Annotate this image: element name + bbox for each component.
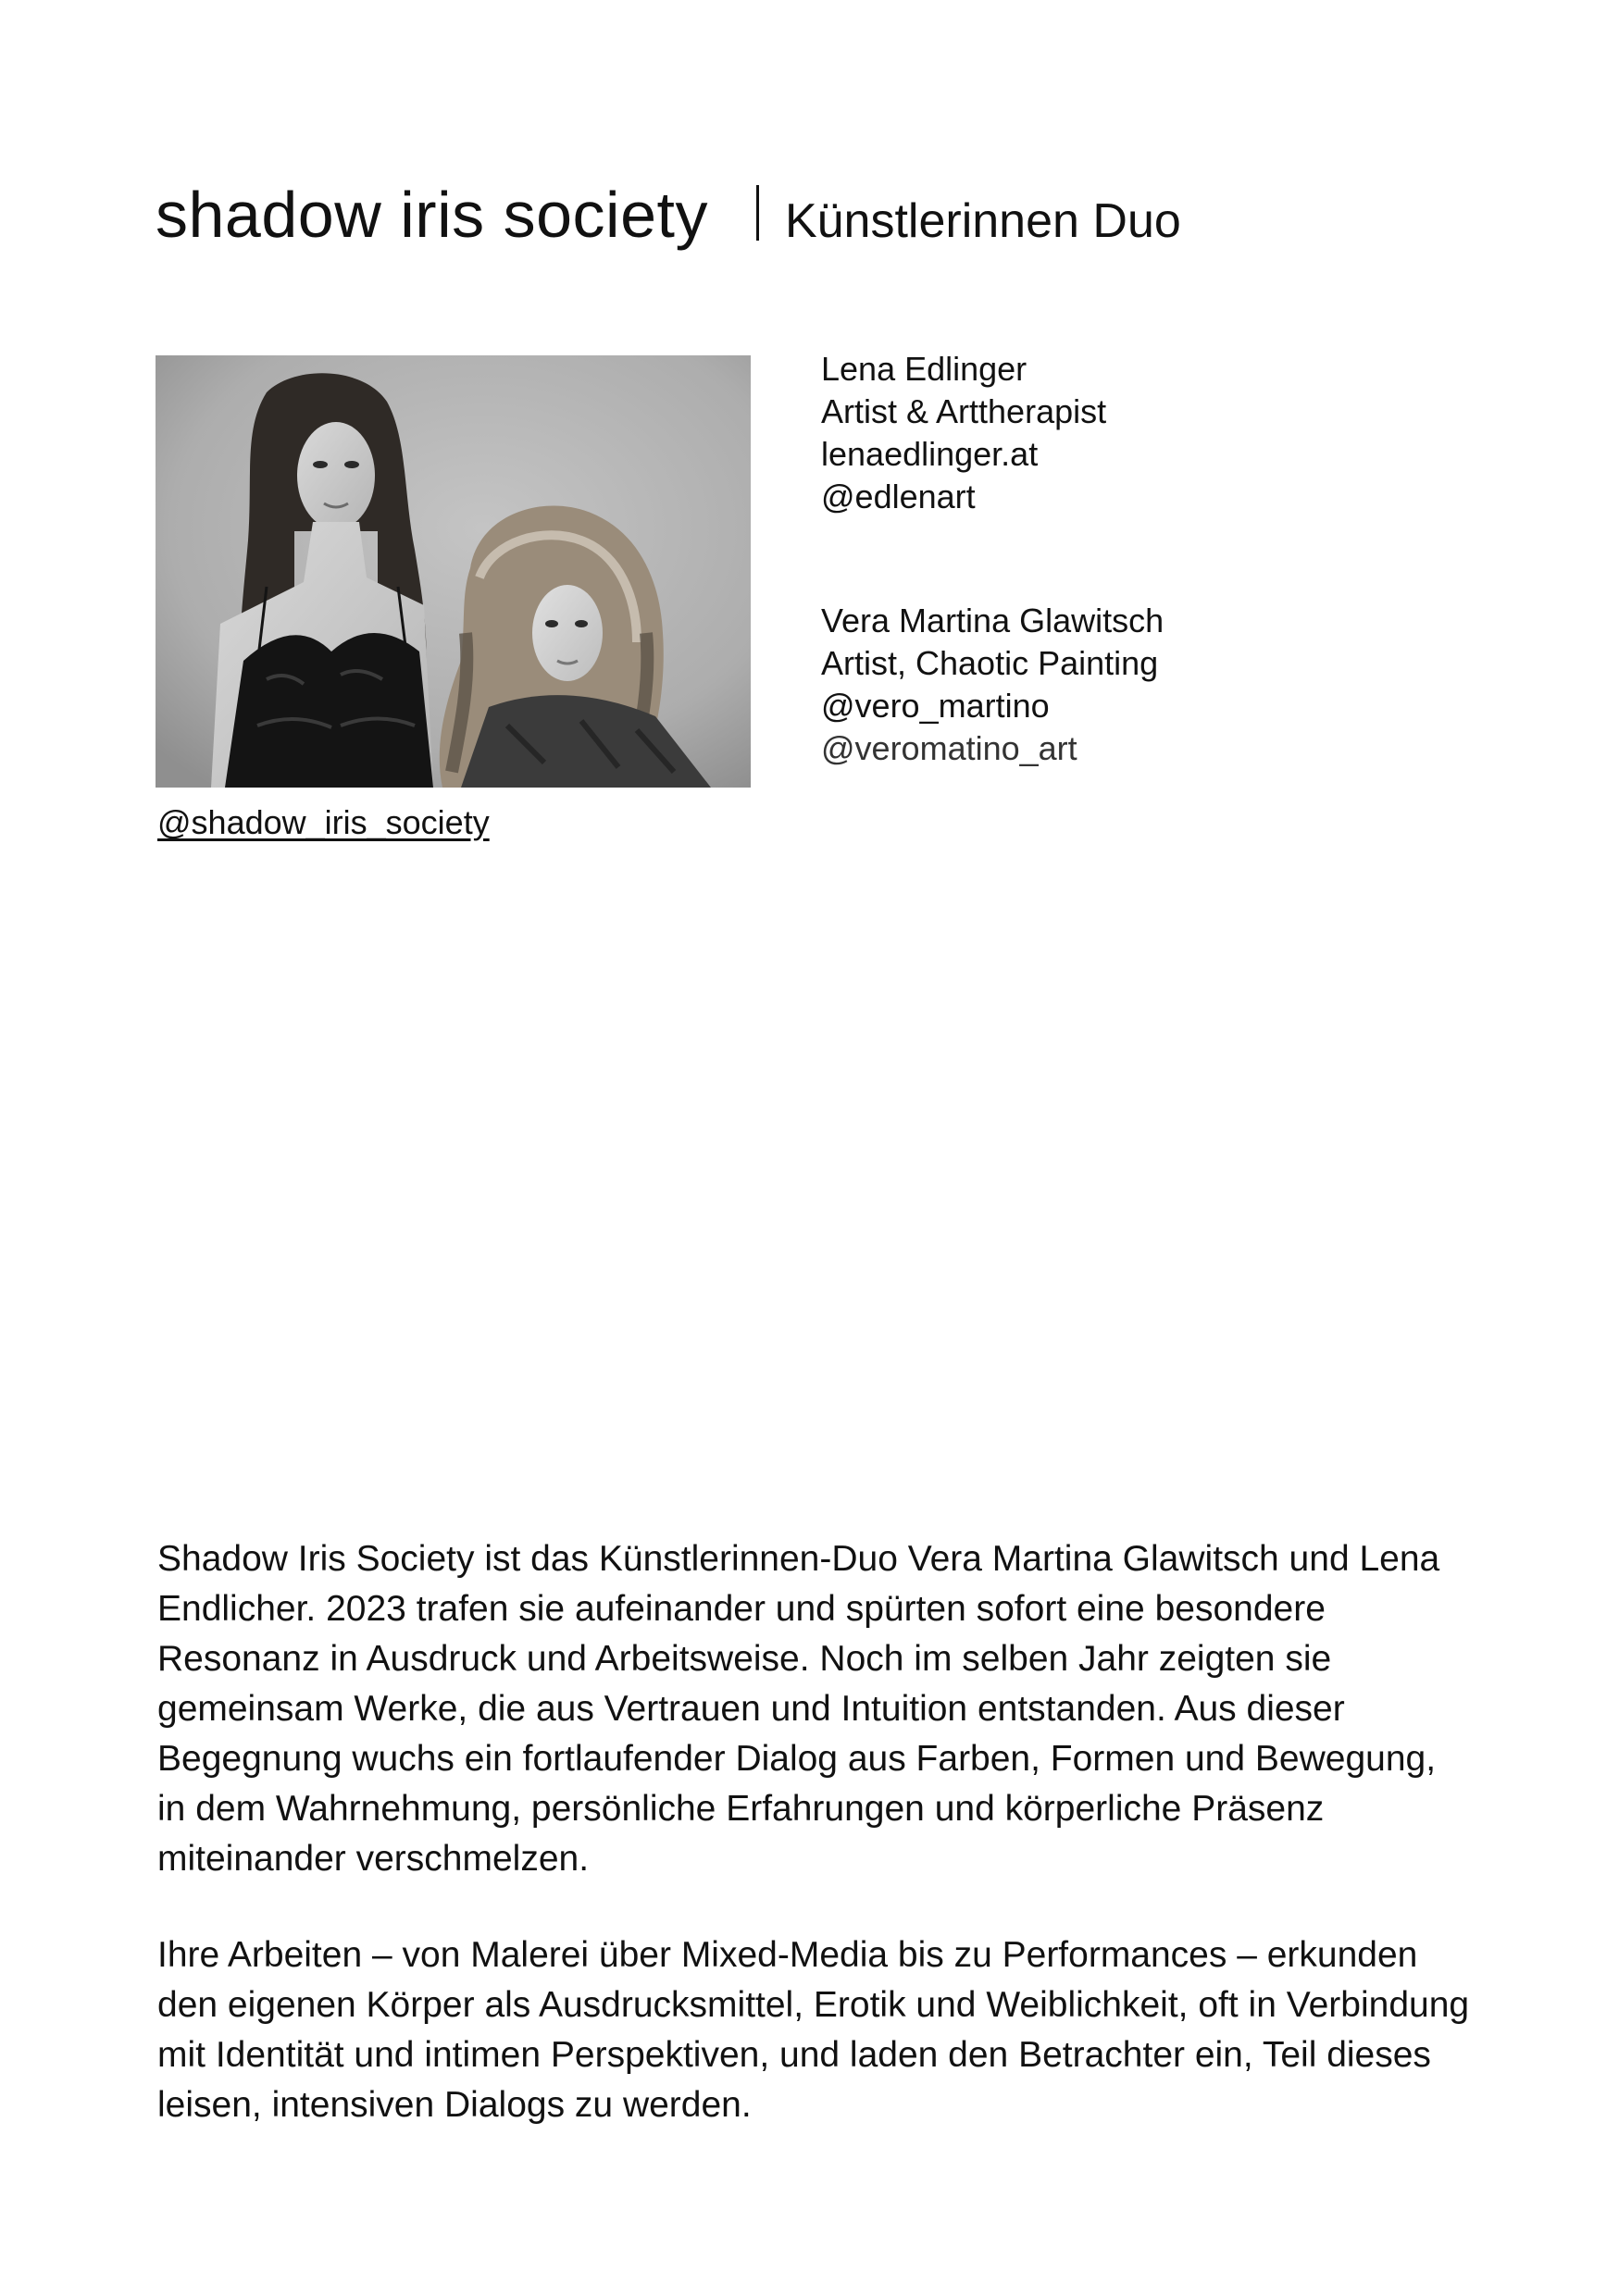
artist-name: Lena Edlinger [821,350,1027,388]
artist-contact-vera [821,600,1164,770]
social-handle-link[interactable]: @shadow_iris_society [157,803,490,841]
artist-instagram-link[interactable]: @edlenart [821,478,976,515]
artist-contact-lena [821,348,1106,518]
page-header [156,178,1181,252]
artist-website-link[interactable]: lenaedlinger.at [821,435,1039,473]
brand-title: shadow iris society [156,179,708,251]
description-paragraph: Shadow Iris Society ist das Künstlerinnen-Duo Vera Martina Glawitsch und Lena Endlicher. 2023 trafen sie aufeinander und spürten sofort eine besondere Resonanz in Ausdruck und Arbeitsweise. Noch im selben Jahr zeigten sie gemeinsam Werke, die aus Vertrauen und Intuition entstanden. Aus dieser Begegnung wuchs ein fortlaufender Dialog aus Farben, Formen und Bewegung, in dem Wahrnehmung, persönliche Erfahrungen und körperliche Präsenz miteinander verschmelzen. [157,1539,1440,1879]
title-divider [756,185,759,241]
artist-role: Artist & Arttherapist [821,392,1107,430]
artist-instagram-link[interactable]: @vero_martino [821,687,1050,725]
brand-subtitle: Künstlerinnen Duo [784,194,1181,248]
description-paragraph: Ihre Arbeiten – von Malerei über Mixed-Media bis zu Performances – erkunden den eigenen Körper als Ausdrucksmittel, Erotik und Weiblichkeit, oft in Verbindung mit Identität und intimen Perspektiven, und laden den Betrachter ein, Teil dieses leisen, intensiven Dialogs zu werden. [157,1935,1470,2125]
artist-instagram-link-secondary[interactable]: @veromatino_art [821,729,1077,767]
artist-role: Artist, Chaotic Painting [821,644,1159,682]
artist-name: Vera Martina Glawitsch [821,602,1164,639]
duo-portrait-photo [156,355,751,788]
description-text [157,1534,1472,2177]
